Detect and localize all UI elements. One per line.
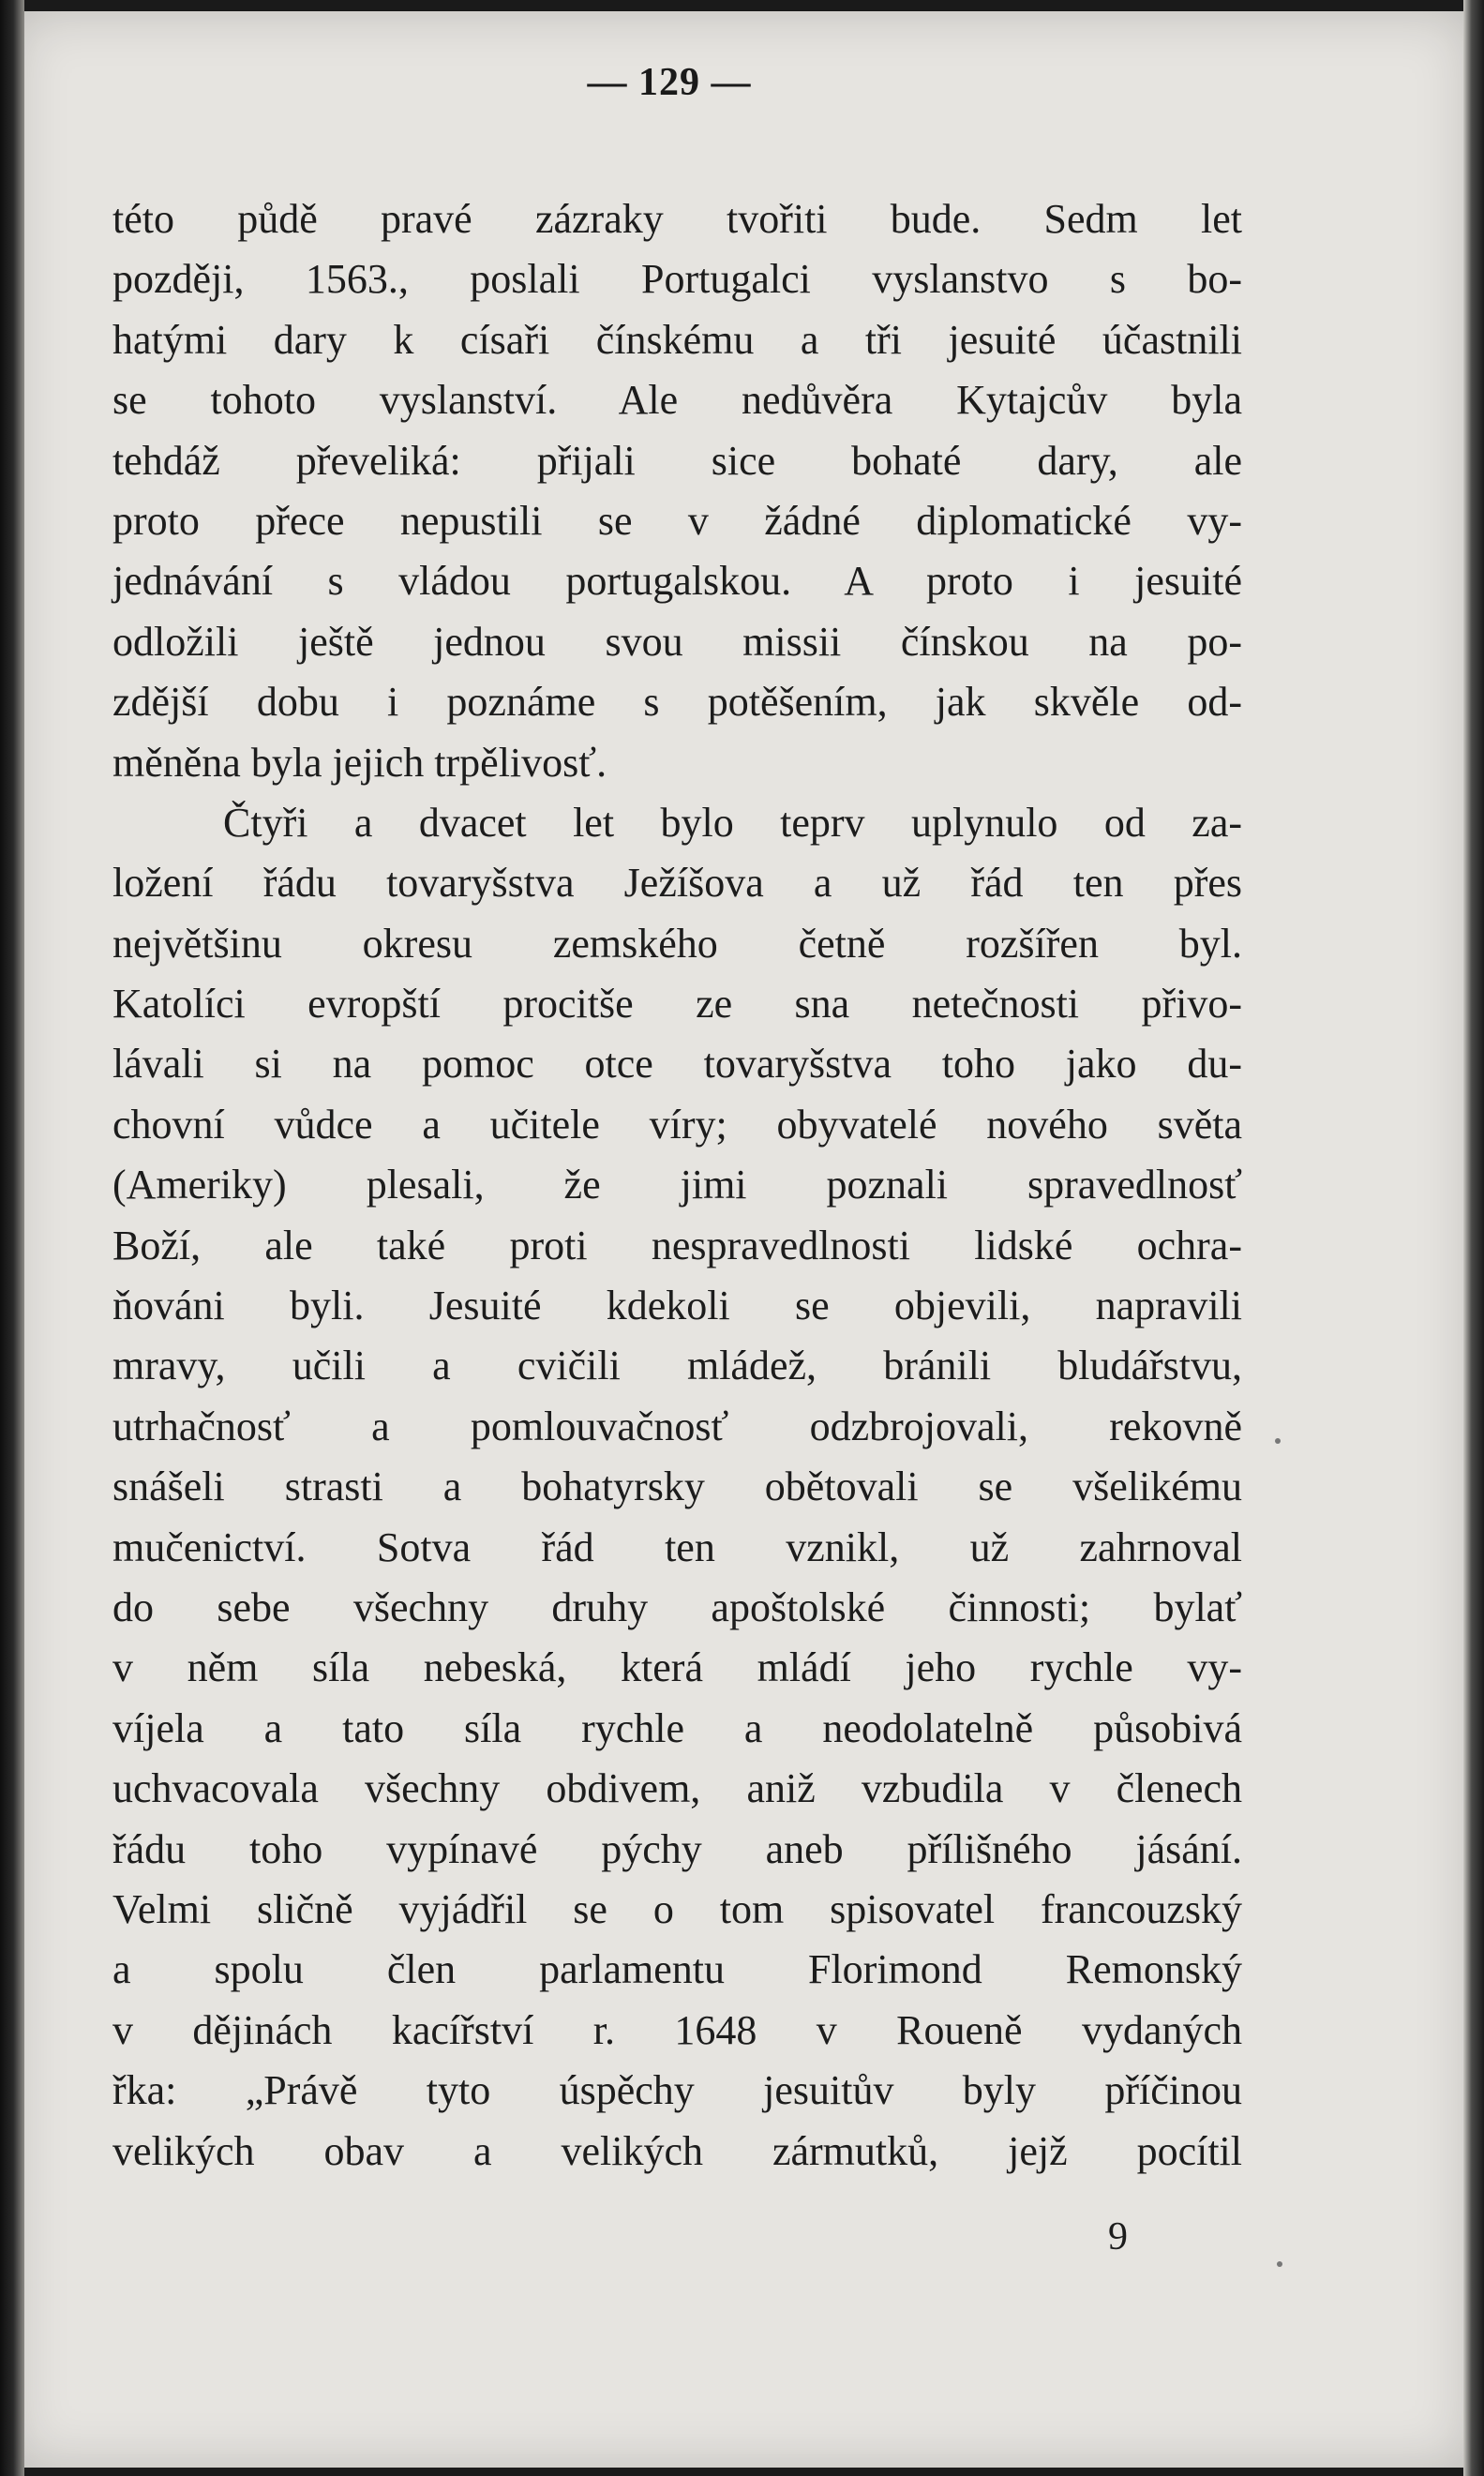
text-line: lávali si na pomoc otce tovaryšstva toho jako du- [112,1041,1242,1088]
text-line: v něm síla nebeská, která mládí jeho rychle vy- [112,1644,1242,1691]
book-page [13,11,1471,2468]
text-line: řádu toho vypínavé pýchy aneb přílišného jásání. [112,1825,1242,1872]
paragraph-first-line: Čtyři a dvacet let bylo teprv uplynulo od za- [223,799,1242,846]
text-line: velikých obav a velikých zármutků, jejž pocítil [112,2127,1242,2174]
text-line: víjela a tato síla rychle a neodolatelně působivá [112,1704,1242,1751]
text-line: řka: „Právě tyto úspěchy jesuitův byly příčinou [112,2067,1242,2114]
text-line: největšinu okresu zemského četně rozšířen byl. [112,920,1242,967]
page-left-edge [0,0,24,2476]
signature-mark: 9 [1108,2215,1128,2258]
text-line: v dějinách kacířství r. 1648 v Roueně vydaných [112,2006,1242,2053]
text-line: utrhačnosť a pomlouvačnosť odzbrojovali, rekovně [112,1403,1242,1449]
text-line: se tohoto vyslanství. Ale nedůvěra Kytajcův byla [112,377,1242,424]
text-line: této půdě pravé zázraky tvořiti bude. Sedm let [112,196,1242,242]
text-line: odložili ještě jednou svou missii čínskou na po- [112,618,1242,665]
text-line: mravy, učili a cvičili mládež, bránili bludářstvu, [112,1343,1242,1389]
text-line: jednávání s vládou portugalskou. A proto i jesuité [112,558,1242,605]
text-line: snášeli strasti a bohatyrsky obětovali se všelikému [112,1463,1242,1510]
text-line: měněna byla jejich trpělivosť. [112,739,607,786]
text-line: hatými dary k císaři čínskému a tři jesuité účastnili [112,316,1242,363]
page-right-edge [1463,0,1484,2476]
text-line: Velmi sličně vyjádřil se o tom spisovatel francouzský [112,1885,1242,1932]
text-line: později, 1563., poslali Portugalci vyslanstvo s bo- [112,256,1242,303]
text-line: tehdáž převeliká: přijali sice bohaté dary, ale [112,437,1242,484]
text-line: mučenictví. Sotva řád ten vznikl, už zahrnoval [112,1523,1242,1570]
text-line: a spolu člen parlamentu Florimond Remonský [112,1946,1242,1993]
paper-speck [1275,1438,1281,1444]
text-line: proto přece nepustili se v žádné diplomatické vy- [112,497,1242,544]
body-text [112,189,1242,2182]
text-line: Katolíci evropští procitše ze sna netečnosti přivo- [112,981,1242,1028]
text-line: (Ameriky) plesali, že jimi poznali spravedlnosť [112,1162,1242,1208]
text-line: zdější dobu i poznáme s potěšením, jak skvěle od- [112,679,1242,726]
text-line: Boží, ale také proti nespravedlnosti lidské ochra- [112,1222,1242,1268]
text-line: do sebe všechny druhy apoštolské činnosti; bylať [112,1583,1242,1630]
page-number: — 129 — [587,61,752,104]
text-line: chovní vůdce a učitele víry; obyvatelé nového světa [112,1101,1242,1148]
paper-speck [1277,2261,1282,2267]
text-line: uchvacovala všechny obdivem, aniž vzbudila v členech [112,1765,1242,1812]
text-line: ňováni byli. Jesuité kdekoli se objevili, napravili [112,1283,1242,1329]
text-line: ložení řádu tovaryšstva Ježíšova a už řád ten přes [112,860,1242,907]
